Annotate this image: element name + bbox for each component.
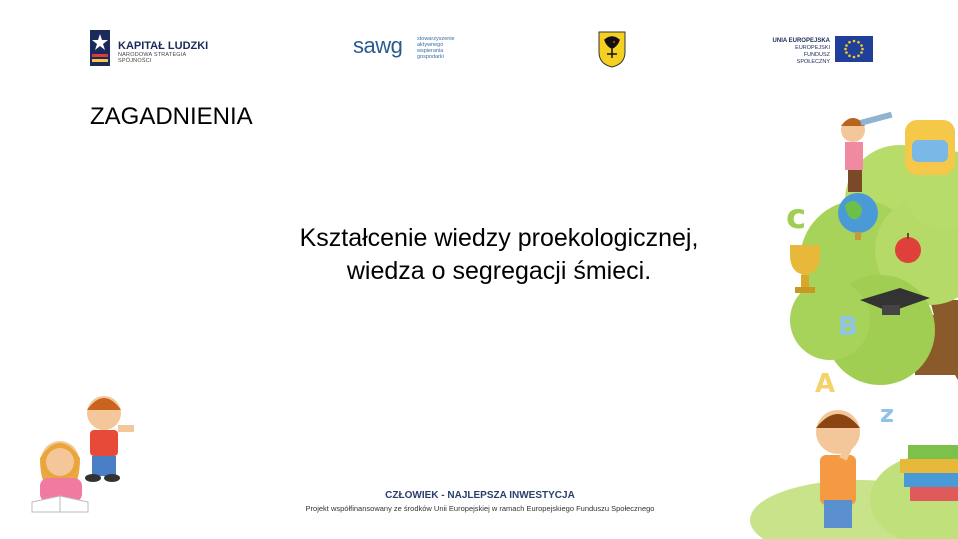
- svg-text:c: c: [786, 197, 807, 237]
- sawg-logo-icon: sawg: [353, 33, 403, 58]
- sawg-logo: [353, 32, 463, 68]
- svg-text:A: A: [815, 369, 836, 399]
- footer-funding-note: Projekt współfinansowany ze środków Unii Europejskiej w ramach Europejskiego Funduszu Społecznego: [305, 504, 655, 513]
- eu-flag-icon: [835, 36, 873, 62]
- body-line: wiedza o segregacji śmieci.: [346, 257, 652, 285]
- eu-subtitle: FUNDUSZ SPOŁECZNY: [796, 52, 830, 65]
- coat-of-arms-icon: [597, 30, 627, 68]
- footer-slogan: CZŁOWIEK - NAJLEPSZA INWESTYCJA: [385, 490, 575, 501]
- eu-logo: [772, 34, 876, 64]
- svg-text:B: B: [838, 312, 858, 342]
- body-line: Kształcenie wiedzy proekologicznej,: [299, 224, 699, 252]
- eu-title: UNIA EUROPEJSKA: [772, 38, 830, 44]
- logo-bar: [0, 28, 958, 72]
- svg-text:z: z: [880, 400, 894, 428]
- sawg-sub-line: stowarzyszenie: [417, 36, 455, 42]
- slide-title: ZAGADNIENIA: [90, 103, 253, 130]
- slide-body: [260, 222, 738, 288]
- kapital-ludzki-title: KAPITAŁ LUDZKI: [118, 40, 209, 52]
- footer: [260, 490, 700, 513]
- sawg-sub-line: wspierania: [417, 48, 444, 54]
- sawg-sub-line: aktywnego: [417, 42, 444, 48]
- kapital-ludzki-logo: [88, 28, 218, 70]
- kapital-ludzki-subtitle: NARODOWA STRATEGIA SPÓJNOŚCI: [118, 52, 187, 64]
- tree-illustration-icon: [750, 112, 958, 539]
- coat-of-arms: [597, 30, 627, 68]
- children-illustration-icon: [32, 396, 134, 512]
- kapital-ludzki-logo-icon: [88, 28, 112, 68]
- sawg-sub-line: gospodarki: [417, 54, 444, 60]
- eu-subtitle: EUROPEJSKI: [795, 45, 830, 51]
